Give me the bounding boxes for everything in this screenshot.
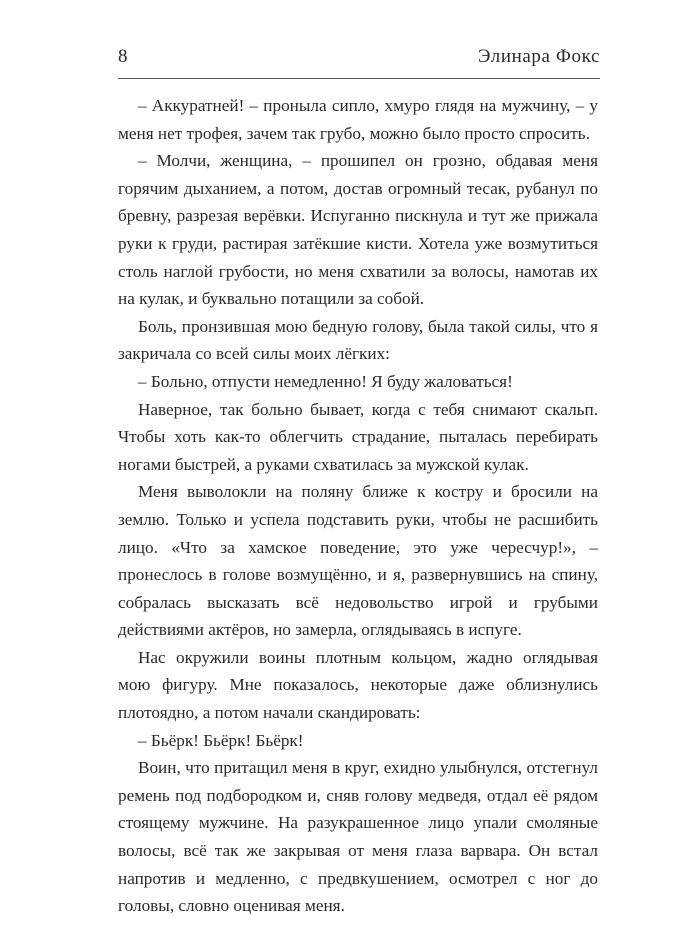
page-number: 8 (118, 46, 128, 67)
paragraph: Наверное, так больно бывает, когда с тебя снимают скальп. Чтобы хоть как-то облегчить страдание, пыталась перебирать ногами быстрей, а руками схватилась за мужской кулак. (118, 399, 598, 474)
paragraph: – Бьёрк! Бьёрк! Бьёрк! (138, 730, 304, 750)
paragraph: – Молчи, женщина, – прошипел он грозно, обдавая меня горячим дыханием, а потом, достав огромный тесак, рубанул по бревну, разрезая верёвки. Испуганно пискнула и тут же прижала руки к груди, растирая затёкшие кисти. Хотела уже возмутиться столь наглой грубости, но меня схватили за волосы, намотав их на кулак, и буквально потащили за собой. (118, 151, 598, 309)
paragraph: – Больно, отпусти немедленно! Я буду жаловаться! (138, 371, 513, 391)
running-head (118, 46, 600, 76)
paragraph: – Аккуратней! – проныла сипло, хмуро глядя на мужчину, – у меня нет трофея, зачем так грубо, можно было просто спросить. (118, 96, 598, 143)
paragraph: Боль, пронзившая мою бедную голову, была такой силы, что я закричала со всей силы моих лёгких: (118, 316, 598, 364)
author-name: Элинара Фокс (477, 46, 600, 67)
paragraph: Меня выволокли на поляну ближе к костру и бросили на землю. Только и успела подставить руки, чтобы не расшибить лицо. «Что за хамское поведение, это уже чересчур!», – пронеслось в голове возмущённо, и я, развернувшись на спину, собралась высказать всё недовольство игрой и грубыми действиями актёров, но замерла, оглядываясь в испуге. (118, 482, 598, 640)
header-divider (118, 78, 600, 79)
paragraph: Воин, что притащил меня в круг, ехидно улыбнулся, отстегнул ремень под подбородком и, сняв голову медведя, отдал её рядом стоящему мужчине. На разукрашенное лицо упали смоляные волосы, всё так же закрывая от меня глаза варвара. Он встал напротив и медленно, с предвкушением, осмотрел с ног до головы, словно оценивая меня. (118, 758, 598, 916)
paragraph: Нас окружили воины плотным кольцом, жадно оглядывая мою фигуру. Мне показалось, некоторые даже облизнулись плотоядно, а потом начали скандировать: (118, 647, 598, 723)
body-text (118, 92, 598, 920)
